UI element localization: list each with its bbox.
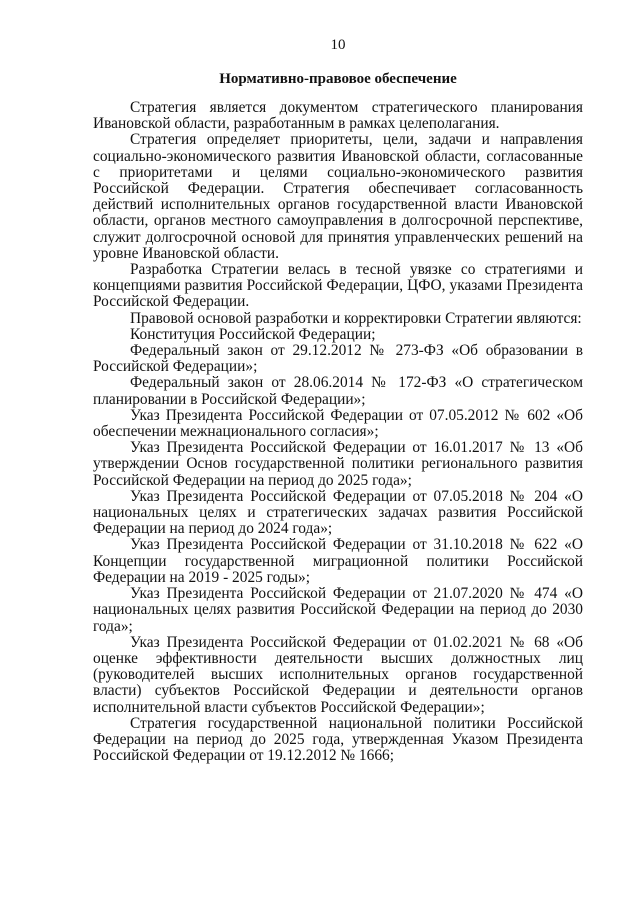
list-item-decree-13: Указ Президента Российской Федерации от 16.01.2017 № 13 «Об утверждении Основ государственной политики регионального развития Российской Федерации на период до 2025 года»; [93,439,583,489]
paragraph-strategy-development: Разработка Стратегии велась в тесной увязке со стратегиями и концепциями развития Российской Федерации, ЦФО, указами Президента Российской Федерации. [93,261,583,311]
paragraph-legal-basis-intro: Правовой основой разработки и корректировки Стратегии являются: [130,309,582,327]
list-item-decree-474: Указ Президента Российской Федерации от 21.07.2020 № 474 «О национальных целях развития Российской Федерации на период до 2030 года»; [93,585,583,635]
list-item-constitution: Конституция Российской Федерации; [130,325,376,343]
list-item-law-172: Федеральный закон от 28.06.2014 № 172-ФЗ «О стратегическом планировании в Российской Федерации»; [93,374,583,408]
list-item-decree-68: Указ Президента Российской Федерации от 01.02.2021 № 68 «Об оценке эффективности деятельности высших должностных лиц (руководителей высших исполнительных органов государственной власти) субъектов Российской Федерации и деятельности органов исполнительной власти субъектов Российской Федерации»; [93,633,583,716]
list-item-national-policy-strategy: Стратегия государственной национальной политики Российской Федерации на период до 2025 года, утвержденная Указом Президента Российской Федерации от 19.12.2012 № 1666; [93,714,583,765]
document-body [93,100,583,764]
section-title: Нормативно-правовое обеспечение [219,71,457,87]
list-item-decree-622: Указ Президента Российской Федерации от 31.10.2018 № 622 «О Концепции государственной миграционной политики Российской Федерации на 2019 - 2025 годы»; [93,536,583,586]
list-item-law-273: Федеральный закон от 29.12.2012 № 273-ФЗ «Об образовании в Российской Федерации»; [93,342,583,376]
paragraph-strategy-document: Стратегия является документом стратегического планирования Ивановской области, разработанным в рамках целеполагания. [93,99,583,133]
list-item-decree-602: Указ Президента Российской Федерации от 07.05.2012 № 602 «Об обеспечении межнационального согласия»; [93,406,583,441]
paragraph-strategy-priorities: Стратегия определяет приоритеты, цели, задачи и направления социально-экономического развития Ивановской области, согласованные с приоритетами и целями социально-экономического развития Российской Федерации. Стратегия обеспечивает согласованность действий исполнительных органов государственной власти Ивановской области, органов местного самоуправления в долгосрочной перспективе, служит долгосрочной основой для принятия управленческих решений на уровне Ивановской области. [93,131,583,262]
page-number: 10 [330,37,346,53]
list-item-decree-204: Указ Президента Российской Федерации от 07.05.2018 № 204 «О национальных целях и стратегических задачах развития Российской Федерации на период до 2024 года»; [93,487,583,538]
